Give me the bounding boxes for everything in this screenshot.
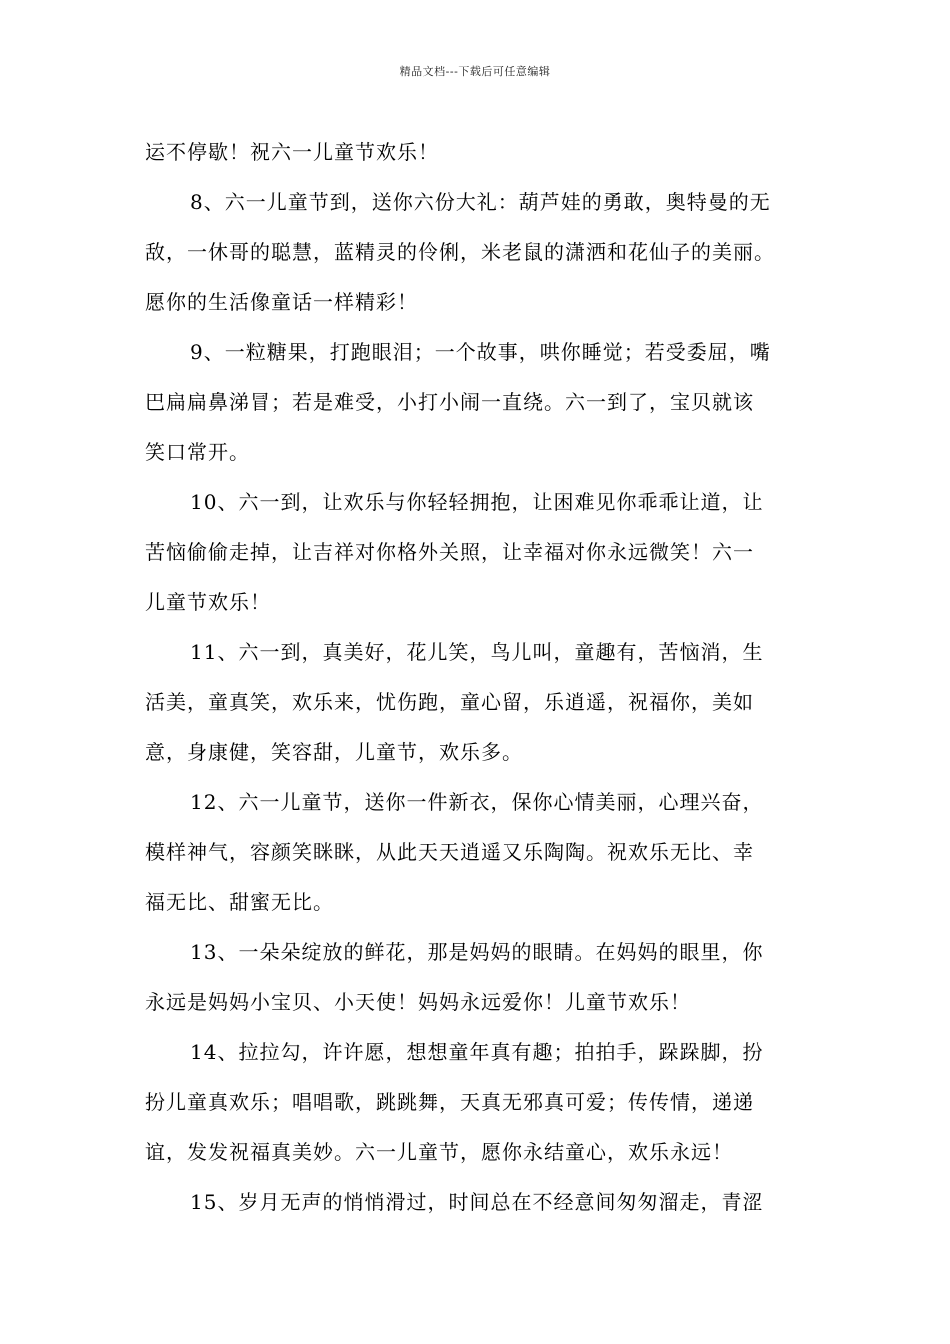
text-line: 谊，发发祝福真美妙。六一儿童节，愿你永结童心，欢乐永远！	[145, 1140, 733, 1164]
text-line: 意，身康健，笑容甜，儿童节，欢乐多。	[145, 740, 523, 764]
paragraph-14	[145, 1027, 825, 1177]
text-line: 运不停歇！祝六一儿童节欢乐！	[145, 140, 439, 164]
text-line: 活美，童真笑，欢乐来，忧伤跑，童心留，乐逍遥，祝福你，美如	[145, 690, 754, 714]
paragraph-10	[145, 477, 825, 627]
text-line: 巴扁扁鼻涕冒；若是难受，小打小闹一直绕。六一到了，宝贝就该	[145, 390, 754, 414]
paragraph-13	[145, 927, 825, 1027]
paragraph-8	[145, 177, 825, 327]
text-line: 儿童节欢乐！	[145, 590, 271, 614]
paragraph-12	[145, 777, 825, 927]
paragraph-9	[145, 327, 825, 477]
text-line: 8、六一儿童节到，送你六份大礼：葫芦娃的勇敢，奥特曼的无	[190, 190, 771, 214]
document-body	[145, 127, 825, 1227]
text-line: 13、一朵朵绽放的鲜花，那是妈妈的眼睛。在妈妈的眼里，你	[190, 940, 764, 964]
text-line: 15、岁月无声的悄悄滑过，时间总在不经意间匆匆溜走，青涩	[190, 1190, 764, 1214]
text-line: 14、拉拉勾，许许愿，想想童年真有趣；拍拍手，跺跺脚，扮	[190, 1040, 764, 1064]
text-line: 笑口常开。	[145, 440, 250, 464]
paragraph-continuation	[145, 127, 825, 177]
text-line: 模样神气，容颜笑眯眯，从此天天逍遥又乐陶陶。祝欢乐无比、幸	[145, 840, 754, 864]
paragraph-15	[145, 1177, 825, 1227]
text-line: 愿你的生活像童话一样精彩！	[145, 290, 418, 314]
text-line: 扮儿童真欢乐；唱唱歌，跳跳舞，天真无邪真可爱；传传情，递递	[145, 1090, 754, 1114]
text-line: 苦恼偷偷走掉，让吉祥对你格外关照，让幸福对你永远微笑！六一	[145, 540, 754, 564]
text-line: 9、一粒糖果，打跑眼泪；一个故事，哄你睡觉；若受委屈，嘴	[190, 340, 771, 364]
text-line: 福无比、甜蜜无比。	[145, 890, 334, 914]
paragraph-11	[145, 627, 825, 777]
text-line: 11、六一到，真美好，花儿笑，鸟儿叫，童趣有，苦恼消，生	[190, 640, 764, 664]
text-line: 10、六一到，让欢乐与你轻轻拥抱，让困难见你乖乖让道，让	[190, 490, 764, 514]
text-line: 敌，一休哥的聪慧，蓝精灵的伶俐，米老鼠的潇洒和花仙子的美丽。	[145, 240, 775, 264]
page-header: 精品文档---下载后可任意编辑	[399, 65, 551, 78]
text-line: 12、六一儿童节，送你一件新衣，保你心情美丽，心理兴奋，	[190, 790, 764, 814]
text-line: 永远是妈妈小宝贝、小天使！妈妈永远爱你！儿童节欢乐！	[145, 990, 691, 1014]
